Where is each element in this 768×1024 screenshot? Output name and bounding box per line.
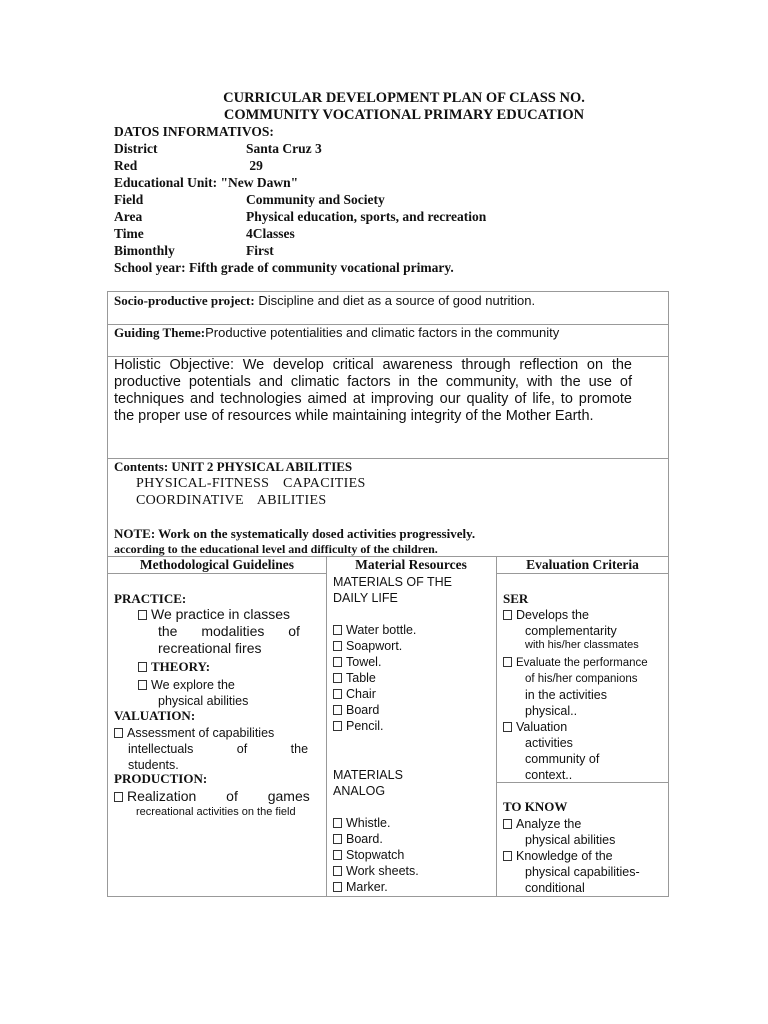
checkbox-icon [333,850,342,860]
note-text: according to the educational level and difficulty of the children. [114,542,438,556]
material-item [333,638,452,654]
daily-heading: MATERIALS OF THE [333,575,453,589]
info-value: Santa Cruz 3 [246,141,322,156]
checkbox-icon [333,657,342,667]
column-divider [496,556,497,897]
info-row-area [114,208,486,225]
ser-item [503,719,599,783]
material-item [333,622,452,638]
info-row-school-year: School year: Fifth grade of community vocational primary. [114,260,454,275]
checkbox-icon [503,610,512,620]
theory-sub [138,677,248,709]
theory-item [138,659,210,675]
row-divider [497,573,669,574]
valuation-item-text: intellectuals of the [128,742,309,756]
theory-heading: THEORY: [151,659,211,674]
checkbox-icon [333,818,342,828]
material-item-text: Whistle. [346,816,391,830]
material-item-text: Chair [346,687,376,701]
know-item-text: Analyze the [516,817,582,831]
document-title: CURRICULAR DEVELOPMENT PLAN OF CLASS NO. [223,90,585,106]
material-item [333,815,419,831]
column-header-material: Material Resources [355,557,467,572]
theory-item-text: We explore the [151,678,235,692]
checkbox-icon [333,673,342,683]
column-header-eval: Evaluation Criteria [526,557,639,572]
know-item [503,816,640,896]
project-cell [114,293,590,309]
ser-item-text: Valuation [516,720,568,734]
material-item [333,718,452,734]
checkbox-icon [333,882,342,892]
material-item-text: Work sheets. [346,864,419,878]
practice-item-text: We practice in classes [151,606,291,622]
valuation-item [114,725,322,773]
daily-materials [333,574,452,734]
checkbox-icon [138,610,147,620]
info-value: Physical education, sports, and recreation [246,209,487,224]
info-value: 4Classes [246,226,295,241]
material-item-text: Towel. [346,655,382,669]
info-label: Red [114,158,138,173]
checkbox-icon [114,792,123,802]
info-label: District [114,141,158,156]
datos-heading: DATOS INFORMATIVOS: [114,124,274,139]
info-label: Time [114,226,144,241]
know-item-text: physical abilities [525,833,616,847]
info-value: Community and Society [246,192,385,207]
info-row-unit [114,174,486,191]
ser-item-text: community of [525,752,600,766]
checkbox-icon [138,662,147,672]
analog-heading: ANALOG [333,784,386,798]
daily-list [333,622,452,734]
checkbox-icon [503,657,512,667]
note-text: NOTE: Work on the systematically dosed activities progressively. [114,526,476,541]
valuation-heading: VALUATION: [114,708,196,723]
checkbox-icon [333,866,342,876]
ser-item [503,607,639,651]
column-header-method: Methodological Guidelines [139,557,295,572]
ser-item-text: with his/her classmates [525,639,639,651]
ser-heading: SER [503,591,529,606]
ser-item-text: context.. [525,768,573,782]
know-heading: TO KNOW [503,799,568,814]
info-value: 29 [246,158,263,173]
material-item [333,654,452,670]
ser-item-text: Evaluate the performance [516,657,648,669]
know-item-text: physical capabilities- [525,865,640,879]
daily-heading: DAILY LIFE [333,591,398,605]
info-label: Educational Unit: "New Dawn" [114,175,299,190]
info-row-district [114,140,486,157]
checkbox-icon [333,721,342,731]
info-label: Bimonthly [114,243,175,258]
ser-item-text: complementarity [525,624,617,638]
material-item-text: Soapwort. [346,639,403,653]
checkbox-icon [503,722,512,732]
theme-label: Guiding Theme: [114,325,206,340]
material-item-text: Marker. [346,880,388,894]
valuation-item-text: students. [128,758,179,772]
practice-item [138,606,318,657]
valuation-item-text: Assessment of capabilities [127,726,275,740]
production-sub: recreational activities on the field [136,806,296,818]
info-row-time [114,225,486,242]
holistic-objective: Holistic Objective: We develop critical awareness through reflection on the productive potentials and climatic factors in the community, with the use of techniques and technologies aimed at improving our quality of life, to promote the proper use of resources while maintaining integrity of the Mother Earth. [114,357,632,424]
ser-item-text: activities [525,736,573,750]
ser-item [503,655,648,719]
material-item-text: Board [346,703,380,717]
info-label: Field [114,192,144,207]
contents-line: PHYSICAL-FITNESS CAPACITIES [136,476,366,491]
checkbox-icon [503,851,512,861]
theme-text: Productive potentialities and climatic factors in the community [205,325,560,340]
info-block [114,123,486,276]
material-item [333,879,419,895]
info-row-field [114,191,486,208]
material-item-text: Water bottle. [346,623,417,637]
column-divider [326,556,327,897]
practice-item-text: the modalities of [158,623,300,639]
material-item-text: Board. [346,832,383,846]
info-row-red [114,157,486,174]
production-item-text: Realization of games [127,788,310,804]
theory-item-text: physical abilities [158,694,249,708]
practice-heading: PRACTICE: [114,591,187,606]
material-item [333,847,419,863]
material-item [333,831,419,847]
material-item-text: Pencil. [346,719,384,733]
project-text: Discipline and diet as a source of good nutrition. [258,293,536,308]
contents-line: COORDINATIVE ABILITIES [136,493,327,508]
theme-cell [114,325,574,341]
checkbox-icon [333,641,342,651]
info-row-bimonthly [114,242,486,259]
contents-heading: Contents: UNIT 2 PHYSICAL ABILITIES [114,459,353,474]
checkbox-icon [138,680,147,690]
checkbox-icon [114,728,123,738]
material-item [333,702,452,718]
material-item [333,686,452,702]
checkbox-icon [333,705,342,715]
ser-item-text: Develops the [516,608,589,622]
material-item-text: Stopwatch [346,848,405,862]
production-heading: PRODUCTION: [114,771,208,786]
know-item-text: conditional [525,881,585,895]
info-label: Area [114,209,143,224]
material-item [333,670,452,686]
material-item [333,863,419,879]
ser-item-text: of his/her companions [525,673,638,685]
production-item [114,788,310,804]
document-subtitle: COMMUNITY VOCATIONAL PRIMARY EDUCATION [223,107,585,123]
row-divider [107,573,327,574]
info-value: First [246,243,274,258]
checkbox-icon [333,689,342,699]
ser-item-text: physical.. [525,704,578,718]
analog-list [333,815,419,895]
checkbox-icon [333,625,342,635]
practice-item-text: recreational fires [158,640,262,656]
checkbox-icon [333,834,342,844]
know-item-text: Knowledge of the [516,849,613,863]
checkbox-icon [503,819,512,829]
material-item-text: Table [346,671,376,685]
analog-materials [333,767,419,895]
analog-heading: MATERIALS [333,768,403,782]
project-label: Socio-productive project: [114,293,255,308]
ser-item-text: in the activities [525,688,607,702]
